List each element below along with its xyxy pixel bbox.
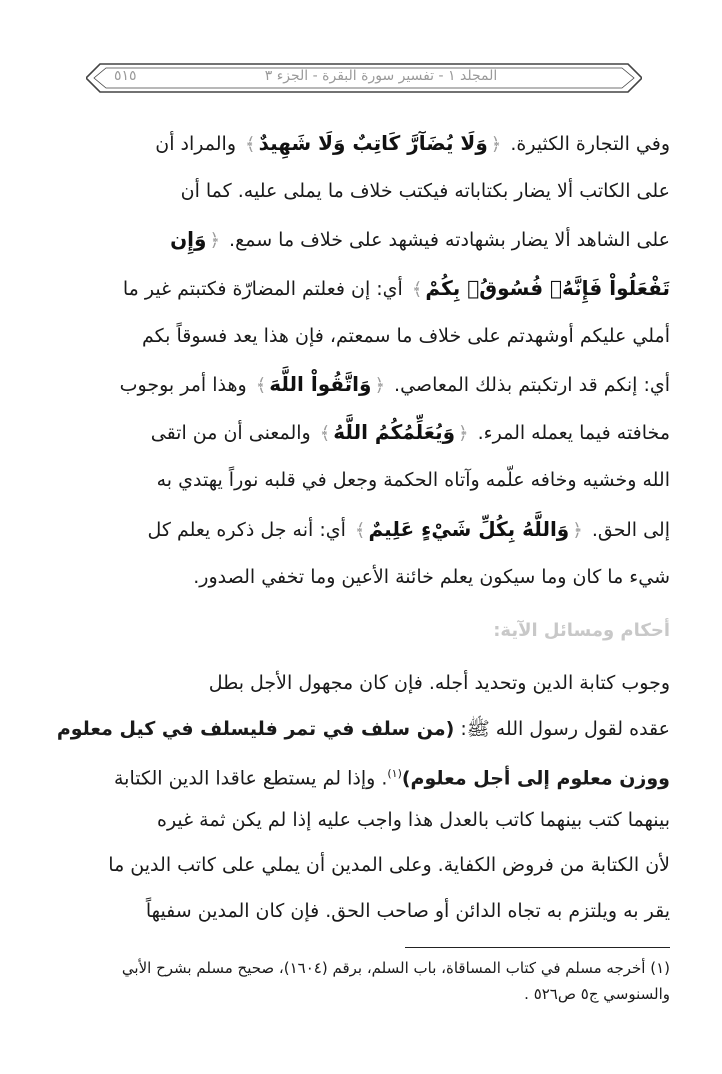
text-segment: والمراد أن (155, 133, 243, 155)
text-segment: مخافته فيما يعمله المرء. (471, 422, 670, 445)
text-segment: عقده لقول رسول الله ﷺ: (454, 717, 670, 740)
verse-bracket: ﴿ (209, 230, 221, 252)
text-segment: . وإذا لم يستطع عاقدا الدين الكتابة (113, 767, 388, 790)
text-segment: على الشاهد ألا يضار بشهادته فيشهد على خلاف ما سمع. (223, 229, 670, 252)
text-line (50, 369, 670, 401)
footnote-separator (405, 947, 670, 948)
text-segment: شيء ما كان وما سيكون يعلم خائنة الأعين وما تخفي الصدور. (193, 565, 670, 588)
text-line (50, 128, 670, 160)
verse-bracket: ﴿ (458, 423, 469, 445)
quran-verse: تَفْعَلُواْ فَإِنَّهُۥ فُسُوقُۢ بِكُمْ (425, 275, 670, 300)
text-line (50, 176, 670, 206)
text-segment: لأن الكتابة من فروض الكفاية. وعلى المدين أن يملي على كاتب الدين ما (108, 854, 670, 877)
text-line (50, 321, 670, 351)
verse-bracket: ﴾ (255, 375, 267, 396)
text-segment: بينهما كتب بينهما كاتب بالعدل هذا واجب عليه إذا لم يكن ثمة غيره (156, 808, 670, 831)
header-title: المجلد ١ - تفسير سورة البقرة - الجزء ٣ (264, 68, 498, 84)
running-header (86, 60, 642, 96)
verse-bracket: ﴾ (319, 423, 331, 445)
text-segment: وجوب كتابة الدين وتحديد أجله. فإن كان مجهول الأجل بطل (208, 672, 670, 694)
footnote-ref: (١) (387, 767, 402, 781)
text-line (50, 714, 670, 744)
text-line (50, 224, 670, 256)
text-line (50, 759, 670, 793)
verse-bracket: ﴾ (354, 519, 366, 541)
text-segment: على الكاتب ألا يضار بكتاباته فيكتب خلاف ما يملى عليه. كما أن (180, 180, 670, 203)
text-segment: الله وخشيه وخافه علّمه وآتاه الحكمة وجعل في قلبه نوراً يهتدي به (156, 469, 670, 492)
text-segment: أي: إن فعلتم المضارّة فكتبتم غير ما (122, 277, 409, 300)
section-heading: أحكام ومسائل الآية: (493, 620, 670, 641)
text-segment: أي: أنه جل ذكره يعلم كل (147, 518, 352, 541)
quran-verse: وَاتَّقُواْ اللَّهَ (269, 372, 372, 396)
page-number: ٥١٥ (114, 68, 137, 84)
text-line (50, 417, 670, 449)
footnote-line: (١) أخرجه مسلم في كتاب المساقاة، باب السلم، برقم (١٦٠٤)، صحيح مسلم بشرح الأبي (121, 959, 670, 977)
text-line (50, 465, 670, 495)
text-line (50, 514, 670, 546)
quran-verse: وَاللَّهُ بِكُلِّ شَيْءٍ عَلِيمٌ (368, 516, 570, 541)
text-line (50, 273, 670, 305)
text-line (50, 805, 670, 835)
text-segment: يقر به ويلتزم به تجاه الدائن أو صاحب الحق. فإن كان المدين سفيهاً (145, 900, 670, 922)
text-line (50, 562, 670, 592)
text-segment: وهذا أمر بوجوب (119, 374, 253, 396)
text-segment: أي: إنكم قد ارتكبتم بذلك المعاصي. (388, 374, 670, 396)
hadith-text: ووزن معلوم إلى أجل معلوم) (401, 767, 670, 790)
text-line (50, 668, 670, 698)
quran-verse: وَلَا يُضَآرَّ كَاتِبٌ وَلَا شَهِيدٌ (258, 131, 488, 155)
text-segment: إلى الحق. (585, 518, 670, 541)
verse-bracket: ﴾ (411, 278, 423, 300)
verse-bracket: ﴿ (572, 519, 583, 541)
text-segment: وفي التجارة الكثيرة. (504, 133, 670, 155)
text-line (50, 850, 670, 880)
footnote-line: والسنوسي ج٥ ص٥٢٦ . (524, 985, 670, 1003)
verse-bracket: ﴾ (245, 134, 256, 155)
hadith-text: (من سلف في تمر فليسلف في كيل معلوم (56, 717, 455, 740)
quran-verse: وَيُعَلِّمُكُمُ اللَّهُ (333, 420, 456, 445)
verse-bracket: ﴿ (374, 375, 386, 396)
verse-bracket: ﴿ (490, 134, 502, 155)
quran-verse: وَإِن (170, 227, 207, 252)
text-line (50, 896, 670, 926)
text-segment: أملي عليكم أوشهدتم على خلاف ما سمعتم، فإن هذا يعد فسوقاً بكم (141, 324, 670, 347)
text-segment: والمعنى أن من اتقى (150, 422, 317, 445)
